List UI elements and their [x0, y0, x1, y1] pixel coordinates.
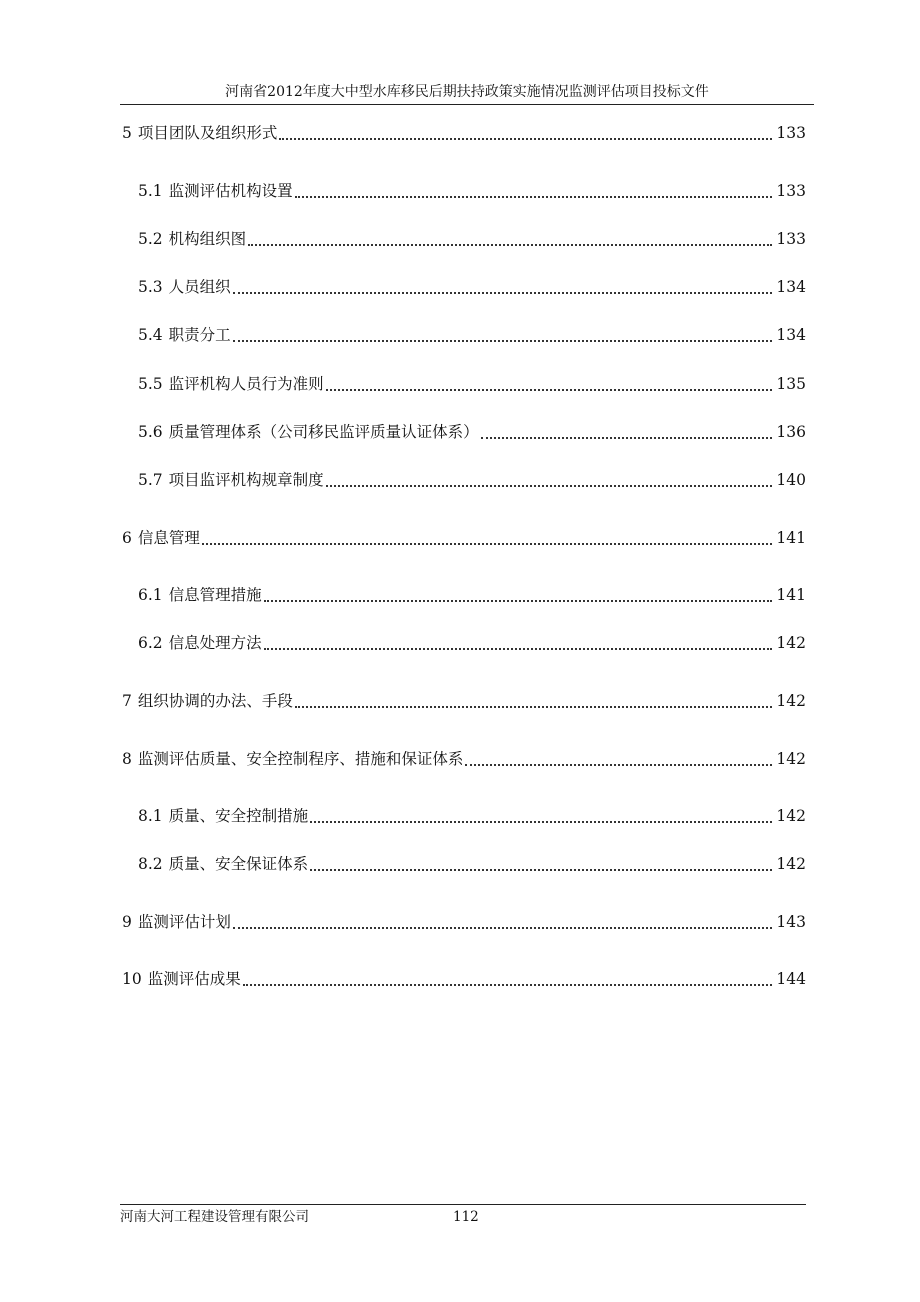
toc-entry-title: 机构组织图	[168, 230, 247, 248]
toc-entry-title: 信息管理	[137, 529, 200, 547]
toc-leader-dots	[465, 764, 772, 766]
toc-entry[interactable]	[122, 967, 806, 991]
footer-page-number: 112	[453, 1209, 479, 1225]
footer-rule	[120, 1204, 806, 1205]
toc-entry-page: 133	[776, 230, 806, 248]
toc-leader-dots	[243, 984, 773, 986]
toc-leader-dots	[264, 648, 773, 650]
toc-entry-number: 8.2	[138, 855, 163, 873]
toc-entry-number: 5.7	[138, 471, 163, 489]
toc-entry[interactable]	[138, 275, 806, 299]
toc-entry-title: 组织协调的办法、手段	[137, 692, 293, 710]
toc-entry-page: 142	[776, 855, 806, 873]
toc-entry-page: 142	[776, 634, 806, 652]
toc-entry[interactable]	[122, 526, 806, 550]
toc-leader-dots	[248, 244, 772, 246]
toc-leader-dots	[264, 600, 773, 602]
header-rule	[120, 104, 814, 105]
toc-entry-title: 质量、安全控制措施	[168, 807, 309, 825]
toc-entry-number: 8.1	[138, 807, 163, 825]
toc-entry-title: 监测评估质量、安全控制程序、措施和保证体系	[137, 750, 464, 768]
toc-entry-number: 5.6	[138, 423, 163, 441]
toc-entry-number: 5.1	[138, 182, 163, 200]
toc-entry-number: 7	[122, 692, 132, 710]
toc-leader-dots	[295, 706, 773, 708]
toc-entry-title: 监测评估成果	[147, 970, 241, 988]
toc-entry-page: 133	[776, 182, 806, 200]
toc-entry-number: 5.3	[138, 278, 163, 296]
page-header-title: 河南省2012年度大中型水库移民后期扶持政策实施情况监测评估项目投标文件	[225, 84, 709, 100]
toc-entry-title: 信息管理措施	[168, 586, 262, 604]
toc-entry-page: 142	[776, 692, 806, 710]
toc-entry[interactable]	[122, 689, 806, 713]
toc-entry-page: 136	[776, 423, 806, 441]
footer-company-name: 河南大河工程建设管理有限公司	[120, 1209, 309, 1225]
toc-entry-page: 142	[776, 750, 806, 768]
toc-entry-number: 5.4	[138, 326, 163, 344]
toc-entry[interactable]	[138, 583, 806, 607]
toc-entry-title: 项目团队及组织形式	[137, 124, 278, 142]
toc-entry[interactable]	[122, 121, 806, 145]
toc-entry-number: 9	[122, 913, 132, 931]
toc-leader-dots	[310, 869, 772, 871]
toc-entry[interactable]	[138, 227, 806, 251]
toc-leader-dots	[326, 485, 773, 487]
toc-entry-page: 142	[776, 807, 806, 825]
toc-entry-title: 监测评估计划	[137, 913, 231, 931]
toc-entry[interactable]	[138, 420, 806, 444]
toc-leader-dots	[295, 196, 773, 198]
toc-leader-dots	[326, 389, 773, 391]
toc-entry-page: 133	[776, 124, 806, 142]
toc-entry-title: 监评机构人员行为准则	[168, 375, 324, 393]
toc-leader-dots	[233, 927, 773, 929]
toc-entry-title: 质量管理体系（公司移民监评质量认证体系）	[168, 423, 479, 441]
toc-entry[interactable]	[138, 179, 806, 203]
toc-entry-number: 5	[122, 124, 132, 142]
toc-entry-number: 6.2	[138, 634, 163, 652]
toc-entry[interactable]	[138, 323, 806, 347]
toc-entry-title: 质量、安全保证体系	[168, 855, 309, 873]
toc-leader-dots	[481, 437, 773, 439]
toc-entry-page: 134	[776, 278, 806, 296]
toc-entry[interactable]	[138, 372, 806, 396]
toc-leader-dots	[202, 543, 773, 545]
toc-entry-page: 134	[776, 326, 806, 344]
toc-entry[interactable]	[122, 747, 806, 771]
toc-entry-number: 10	[122, 970, 142, 988]
toc-leader-dots	[233, 292, 773, 294]
toc-leader-dots	[310, 821, 772, 823]
toc-entry[interactable]	[138, 631, 806, 655]
toc-leader-dots	[279, 138, 772, 140]
toc-entry-title: 监测评估机构设置	[168, 182, 293, 200]
toc-entry-title: 职责分工	[168, 326, 231, 344]
toc-entry-page: 135	[776, 375, 806, 393]
toc-entry-page: 143	[776, 913, 806, 931]
toc-entry-title: 人员组织	[168, 278, 231, 296]
toc-leader-dots	[233, 340, 773, 342]
toc-entry-page: 141	[776, 586, 806, 604]
toc-entry-page: 144	[776, 970, 806, 988]
toc-entry-number: 6	[122, 529, 132, 547]
toc-entry-title: 项目监评机构规章制度	[168, 471, 324, 489]
toc-entry[interactable]	[122, 910, 806, 934]
toc-entry-page: 140	[776, 471, 806, 489]
toc-entry[interactable]	[138, 468, 806, 492]
toc-entry-number: 6.1	[138, 586, 163, 604]
toc-entry-number: 5.2	[138, 230, 163, 248]
toc-entry-title: 信息处理方法	[168, 634, 262, 652]
toc-entry-number: 8	[122, 750, 132, 768]
toc-entry-page: 141	[776, 529, 806, 547]
toc-entry[interactable]	[138, 852, 806, 876]
toc-entry[interactable]	[138, 804, 806, 828]
toc-entry-number: 5.5	[138, 375, 163, 393]
